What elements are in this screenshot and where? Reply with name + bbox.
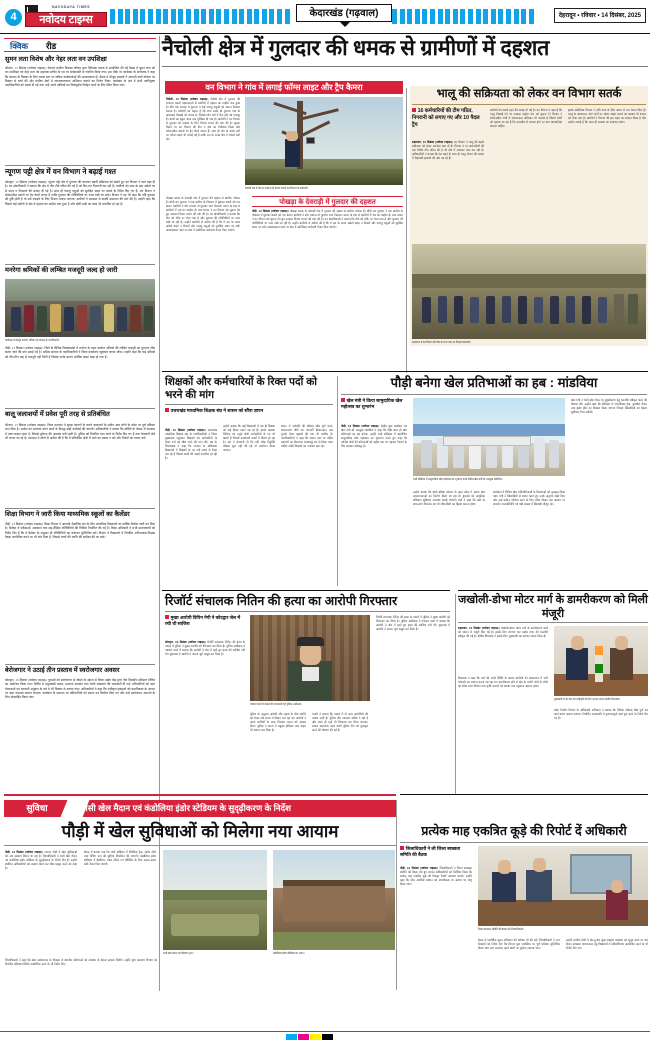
column-rule — [337, 376, 338, 586]
bullet-square-icon — [165, 408, 169, 412]
murder-body-a-text: रिजॉर्ट संचालक नितिन की हत्या के मामले में पुलिस ने मुख्य आरोपी को गिरफ्तार कर लिया है। पुलिस अधीक्षक ने पत्रकार वार्ता में बताया कि आरोपी ने जेल में रहते हुए हत्या की साजिश रची थी। पूछताछ में आरोपी ने अपना जुर्म कबूल कर लिया है। — [165, 640, 245, 657]
divider — [162, 66, 648, 67]
murder-body-b: पुलिस के अनुसार आरोपी और मृतक के बीच संपत्ति को लेकर लंबे समय से विवाद चल रहा था। आरोपी ने अपने साथियों के साथ मिलकर घटना को अंजाम दिया। पुलिस ने घटना में प्रयुक्त हथियार तथा वाहन भी बरामद कर लिया है। — [250, 712, 306, 733]
waste-story-headline[interactable]: प्रत्येक माह एकत्रित कूड़े की रिपोर्ट दें अधिकारी — [421, 824, 627, 838]
road-photo-meeting — [554, 626, 648, 696]
bear-photo-caption: रुद्रप्रयाग में वन विभाग की टीम के साथ गश्त पर निकले कर्मचारी। — [412, 341, 471, 344]
sports-photo-event — [413, 398, 565, 476]
teacher-body-a — [165, 428, 217, 583]
divider — [4, 845, 396, 846]
teacher-story-headline[interactable]: शिक्षकों और कर्मचारियों के रिक्त पदों को भरने की मांग — [165, 376, 317, 401]
facility-photo-ground — [163, 850, 267, 950]
divider — [412, 104, 646, 105]
waste-body-c: उन्होंने ग्रामीण क्षेत्रों में डोर-टू-डोर कूड़ा संग्रहण व्यवस्था को सुदृढ़ करने पर बल दिया। स्वच्छता जागरूकता हेतु विद्यालयों में प्रतियोगिताएं आयोजित करने के भी निर्देश दिए गए। — [566, 938, 648, 951]
bullet-square-icon — [400, 846, 404, 850]
bear-body-left — [412, 140, 484, 240]
facility-body-a-text: जनपद पौड़ी में खेल सुविधाओं को नया आयाम मिलने जा रहा है। जिलाधिकारी ने रांसी खेल मैदान एवं कंडोलिया इंडोर स्टेडियम के सुदृढ़ीकरण के निर्देश दिए हैं। उन्होंने संबंधित अधिकारियों को प्रस्ताव तैयार कर शीघ्र प्रस्तुत करने को कहा है। — [5, 850, 77, 871]
lead-body-text: नैचोली क्षेत्र में गुलदार की लगातार बढ़ती चहलकदमी से ग्रामीणों में दहशत का माहौल बना हुआ है। बीते एक सप्ताह में गुलदार ने कई पालतू पशुओं को अपना निवाला बनाया है। ग्रामीणों का कहना है कि शाम ढलते ही गुलदार गांव के आसपास दिखाई देने लगता है, जिससे लोग घरों में कैद होने को मजबूर हैं। बच्चों का स्कूल जाना तक मुश्किल हो गया है। ग्रामीणों ने वन विभाग से गुलदार को पकड़ने के लिए पिंजरा लगाने की मांग की है। सूचना मिलने पर वन विभाग की टीम ने क्षेत्र का निरीक्षण किया और संवेदनशील स्थानों पर ट्रैप कैमरे लगाए हैं। साथ ही गांव के प्रवेश मार्ग पर फॉग्स लाइट भी लगाई गई है ताकि रात के समय क्षेत्र में रोशनी बनी रहे। — [166, 97, 240, 142]
divider — [5, 165, 155, 166]
waste-body-a — [400, 866, 472, 986]
lead-dateline: नैचोली, 13 दिसंबर (नवोदय टाइम्स)। — [166, 97, 209, 101]
sports-body-b: उन्होंने बताया कि खेलो इंडिया योजना के तहत प्रदेश में अनेक खेल अवसंरचनाओं का निर्माण किया जा रहा है। युवाओं को आधुनिक प्रशिक्षण सुविधाएं उपलब्ध कराई जाएंगी। मंत्री ने कहा कि खेल के साथ-साथ फिटनेस को भी जीवनशैली का हिस्सा बनाना होगा। — [413, 490, 485, 507]
facility-body-c: जिलाधिकारी ने कहा कि खेल अवसंरचना के विकास से स्थानीय प्रतिभाओं को अभ्यास के बेहतर अवसर मिलेंगे। उन्होंने युवा कल्याण विभाग को नियमित प्रशिक्षण शिविर आयोजित करने के भी निर्देश दिए। — [5, 958, 157, 967]
teacher-body-c: ज्ञापन में पदोन्नति की प्रक्रिया शीघ्र पूर्ण करने, स्थानांतरण नीति का पारदर्शी क्रियान्वयन तथा पुरानी पेंशन बहाली की मांग भी शामिल है। पदाधिकारियों ने कहा कि शासन स्तर पर लंबित प्रकरणों का निस्तारण समयबद्ध ढंग से किया जाना चाहिए ताकि शिक्षकों का मनोबल बना रहे। — [281, 424, 333, 449]
quickread-photo-gathering — [5, 279, 155, 337]
quickread-body-3: श्रीनगर, 13 दिसंबर (नवोदय टाइम्स)। जिला प्रशासन ने सुरक्षा कारणों के चलते जलाशयों के समीप आम लोगों के प्रवेश पर पूर्ण प्रतिबंध लगा दिया है। आदेश का उल्लंघन करने वालों के विरुद्ध कड़ी कार्रवाई की जाएगी। अधिकारियों ने बताया कि सर्दियों के मौसम में जलस्तर में उतार-चढ़ाव रहता है, जिससे दुर्घटना की आशंका बनी रहती है। पुलिस को नियमित गश्त करने के निर्देश दिए गए हैं तथा चेतावनी बोर्ड भी लगाए जा रहे हैं। प्रशासन ने लोगों से अपील की है कि वे प्रतिबंधित क्षेत्रों में जाने का प्रयास न करें और नियमों का पालन करें। — [5, 423, 155, 441]
facility-banner-label: सुविधा — [4, 800, 70, 817]
murder-bullet-text: मुख्य आरोपी विपिन नेगी ने कोटद्वार जेल में रची थी साजिश — [165, 615, 241, 626]
cmyk-cyan — [286, 1034, 297, 1040]
sports-dateline: पौड़ी, 13 दिसंबर (नवोदय टाइम्स)। — [341, 424, 380, 428]
sub-story-dateline: पौड़ी, 13 दिसंबर (नवोदय टाइम्स)। — [252, 209, 289, 213]
cmyk-magenta — [298, 1034, 309, 1040]
divider — [400, 842, 648, 843]
murder-body-a — [165, 640, 245, 790]
cmyk-registration-marks — [286, 1034, 333, 1040]
waste-photo-caption: जिला स्वच्छता समिति की बैठक लेते जिलाधिकारी। — [478, 928, 524, 931]
quickread-headline-1[interactable]: न्यूगण पट्टी क्षेत्र में वन विभाग ने बढ़ाई गश्त — [5, 167, 116, 176]
bear-body-right: इसके अतिरिक्त विभाग ने रात्रि गश्त के लिए अलग से दल तैनात किए हैं। भालू के आवागमन वाले मार्गों पर सोलर लाइट लगाने का प्रस्ताव भी शासन को भेजा गया है। ग्रामीणों ने विभाग की इस पहल का स्वागत किया है और उम्मीद जताई है कि जल्द ही समस्या का समाधान होगा। — [568, 108, 646, 125]
stripe-decoration-right — [392, 9, 542, 24]
waste-bullet-text: जिलाधिकारी ने ली जिला स्वच्छता समिति की बैठक — [400, 846, 461, 857]
sports-body-c: कार्यक्रम में विभिन्न खेल प्रतियोगिताओं के विजेताओं को पुरस्कृत किया गया। मंत्री ने खिलाड़ियों से संवाद करते हुए उनके अनुभव साझे किए और उन्हें कठिन परिश्रम करने के लिए प्रेरित किया। इस अवसर पर स्थानीय जनप्रतिनिधि एवं बड़ी संख्या में खिलाड़ी मौजूद रहे। — [493, 490, 565, 507]
quickread-body-0: श्रीनगर, 13 दिसंबर (नवोदय टाइम्स)। नेशनल ग्रामीण विकास परिषद द्वारा नैनीडांडा ब्लाक में आयोजित की गई बैठक में सुमन लता को वन उपशिक्षा एवं नेहर लता को सहायक सचिव के पद पर सर्वसम्मति से चयनित किया गया। इस मौके पर कार्यक्रम के संयोजक ने कहा कि संगठन के विस्तार के लिए ब्लाक स्तर पर सक्रिय कार्यकर्ताओं की आवश्यकता है। बैठक में मौजूद सदस्यों ने आगामी कार्य योजना पर विस्तार से चर्चा की और ग्रामीण क्षेत्रों में जनजागरूकता अभियान चलाने का निर्णय लिया। कार्यक्रम के अंत में सभी नवनियुक्त पदाधिकारियों को बधाई दी गई तथा उन्हें अपने दायित्वों का निष्ठापूर्वक निर्वहन करने के लिए प्रेरित किया गया। — [5, 66, 155, 88]
road-body-a-text: जखोली-डोभा मोटर मार्ग के डामरीकरण कार्य को शासन से मंजूरी मिल गई है। इसके लिए लगभग चार करोड़ रुपए की धनराशि स्वीकृत की गई है। क्षेत्रीय विधायक ने इसके लिए मुख्यमंत्री का आभार व्यक्त किया है। — [458, 626, 548, 639]
road-dateline: रुद्रप्रयाग, 13 दिसंबर (नवोदय टाइम्स)। — [458, 626, 500, 630]
teacher-bullet-text: उत्तराखंड माध्यमिक शिक्षक संघ ने शासन को सौंपा ज्ञापन — [170, 408, 264, 413]
divider — [5, 664, 155, 665]
divider — [458, 622, 648, 623]
road-body-c: लोक निर्माण विभाग के अधिशासी अभियंता ने बताया कि निविदा प्रक्रिया शीघ्र पूर्ण कर कार्य प्रारंभ कराया जाएगा। निर्धारित समयावधि में गुणवत्तापूर्ण कार्य पूरा करने के निर्देश दिए गए हैं। — [554, 708, 648, 721]
column-rule — [396, 800, 397, 990]
quick-read-label-black: रीड — [46, 41, 57, 51]
waste-body-a-text: जिलाधिकारी ने जिला स्वच्छता समिति की बैठक लेते हुए समस्त अधिकारियों को निर्देशित किया कि प्रत्येक माह एकत्रित कूड़े की विस्तृत रिपोर्ट उपलब्ध कराएं। उन्होंने कहा कि ठोस अपशिष्ट प्रबंधन को प्राथमिकता के आधार पर लागू किया जाए। — [400, 866, 472, 887]
bear-bullet-text: 16 कर्मचारियों की टीम गठित, निगरानी को लगाए गए और 10 पैदल ट्रैप — [412, 108, 480, 128]
quick-read-header — [4, 38, 156, 52]
quickread-headline-3[interactable]: बालूू जलाशयों में प्रवेश पूरी तरह से प्रतिबंधित — [5, 411, 110, 418]
waste-body-b: बैठक में प्लास्टिक मुक्त अभियान की समीक्षा भी की गई। जिलाधिकारी ने नगर निकायों को निर्देश दिए कि सिंगल यूज प्लास्टिक पर पूर्ण प्रतिबंध सुनिश्चित किया जाए तथा उल्लंघन करने वालों पर जुर्माना लगाया जाए। — [478, 938, 560, 951]
divider — [5, 408, 155, 409]
road-photo-caption: मुख्यमंत्री से भेंट कर मार्ग स्वीकृति के लिए आभार जताते क्षेत्रीय विधायक। — [554, 698, 621, 701]
murder-photo-caption: पत्रकार वार्ता में मामले की जानकारी देते पुलिस अधीक्षक। — [250, 703, 302, 706]
bullet-square-icon — [341, 398, 345, 402]
sports-body-a — [341, 424, 407, 584]
waste-dateline: पौड़ी, 13 दिसंबर (नवोदय टाइम्स)। — [400, 866, 439, 870]
divider — [5, 508, 155, 509]
stripe-decoration-left — [110, 9, 300, 24]
quickread-headline-2[interactable]: मनरेगा श्रमिकों की लम्बित मजदूरी जल्द हो जारी — [5, 267, 118, 274]
facility-caption-left: रांसी खेल मैदान का विहंगम दृश्य। — [163, 952, 194, 955]
divider — [5, 264, 155, 265]
masthead — [0, 0, 650, 34]
sports-bullet-text: खेल मंत्री ने किया सामुदायिक खेल महोत्सव का शुभारंभ — [341, 398, 403, 409]
facility-banner-text: रांसी खेल मैदान एवं कंडोलिया इंडोर स्टेडियम के सुदृढ़ीकरण के निर्देश — [82, 803, 291, 813]
divider — [165, 611, 450, 612]
divider — [162, 371, 648, 372]
bear-photo-patrol — [412, 244, 646, 339]
quickread-body-5: कोटद्वार, 13 दिसंबर (नवोदय टाइम्स)। युवाओं को स्वरोजगार से जोड़ने के उद्देश्य से जिला उद्योग केंद्र द्वारा तीन दिवसीय प्रशिक्षण शिविर का आयोजन किया गया। शिविर में मधुमक्खी पालन, मशरूम उत्पादन तथा डेयरी व्यवसाय की जानकारी दी गई। प्रतिभागियों को ऋण योजनाओं एवं सरकारी अनुदान के बारे में भी विस्तार से बताया गया। अधिकारियों ने कहा कि पंजीकृत इकाइयों को प्राथमिकता के आधार पर ऋण उपलब्ध कराया जाएगा। कार्यक्रम के समापन पर प्रतिभागियों को प्रमाण पत्र वितरित किए गए और उन्हें स्वरोजगार अपनाने के लिए प्रोत्साहित किया गया। — [5, 678, 155, 700]
teacher-body-b: उन्होंने बताया कि कई विद्यालयों में एक ही शिक्षक को कई विषय पढ़ाने पड़ रहे हैं। इसके अलावा लिपिक एवं चतुर्थ श्रेणी कर्मचारियों के पद भी खाली हैं जिससे कार्यालयी कार्यों में विलंब हो रहा है। संघ ने चेतावनी दी कि यदि शीघ्र नियुक्ति प्रक्रिया शुरू नहीं की गई तो आंदोलन किया जाएगा। — [223, 424, 275, 453]
page-number-badge: 4 — [5, 9, 22, 26]
cmyk-black — [322, 1034, 333, 1040]
murder-story-bullets — [165, 615, 245, 627]
quickread-headline-5[interactable]: बेरोजगार ने उठाई तीन प्रस्ताव में स्वरोजगार अवसर — [5, 667, 120, 674]
facility-story-headline[interactable]: पौड़ी में खेल सुविधाओं को मिलेगा नया आयाम — [61, 822, 339, 841]
sports-story-headline[interactable]: पौड़ी बनेगा खेल प्रतिभाओं का हब : मांडविया — [390, 375, 598, 390]
sub-story-text: पोखड़ा ब्लाक के देवराड़ी गांव में गुलदार की दहशत से ग्रामीण परेशान हैं। बीती रात गुलदार ने एक ग्रामीण के गौशाला में घुसकर बकरी को मार डाला। ग्रामीणों ने शोर मचाया तो गुलदार भाग निकला। घटना के बाद से ग्रामीणों में भय का माहौल है। ग्राम प्रधान ने वन विभाग को सूचना देते हुए तत्काल पिंजरा लगाने की मांग की है। वन क्षेत्राधिकारी ने बताया कि टीम को मौके पर भेजा गया है और गुलदार की गतिविधियों पर नजर रखी जा रही है। उन्होंने ग्रामीणों से अपील की है कि वे रात के समय अकेले बाहर न निकलें और पालतू पशुओं को सुरक्षित स्थान पर रखें। आवश्यकता पड़ने पर क्षेत्र में अतिरिक्त कर्मचारी तैनात किए जाएंगे। — [252, 209, 403, 230]
quickread-headline-4[interactable]: शिक्षा विभाग ने जारी किया माध्यमिक स्कूलों का कैलेंडर — [5, 511, 130, 518]
divider — [165, 404, 333, 405]
road-story-headline[interactable]: जखोली-डोभा मोटर मार्ग के डामरीकरण को मिली मंजूरी — [458, 594, 648, 620]
road-body-a — [458, 626, 548, 672]
murder-body-c: एसपी ने बताया कि मामले में दो अन्य आरोपियों की तलाश जारी है। पुलिस टीम लगातार दबिश दे रही है और जल्द ही उन्हें भी गिरफ्तार कर लिया जाएगा। सफल अनावरण करने वाली पुलिस टीम को पुरस्कृत करने की घोषणा की गई है। — [312, 712, 368, 733]
bullet-square-icon — [165, 615, 169, 619]
sports-photo-caption: रांसी स्टेडियम में सामुदायिक खेल महोत्सव का शुभारंभ करते केंद्रीय खेल मंत्री डॉ. मनसुख मांडविया। — [413, 478, 503, 481]
waste-story-bullets — [400, 846, 472, 858]
sub-story-body — [252, 209, 403, 339]
divider — [341, 394, 647, 395]
divider — [4, 794, 396, 796]
teacher-story-bullets — [165, 408, 333, 414]
quick-read-label-blue: क्विक — [10, 41, 29, 51]
bear-story-headline[interactable]: भालू की सक्रियता को लेकर वन विभाग सतर्क — [436, 88, 622, 100]
facility-body-b: बैठक में बताया गया कि रांसी स्टेडियम में सिंथेटिक ट्रैक, दर्शक दीर्घा तथा चेंजिंग रूम की सुविधा विकसित की जाएगी। कंडोलिया इंडोर स्टेडियम में बैडमिंटन, टेबल टेनिस एवं बॉक्सिंग के लिए अलग-अलग कोर्ट तैयार किए जाएंगे। — [84, 850, 156, 867]
murder-body-d: रिजॉर्ट संचालक नितिन की हत्या के मामले में पुलिस ने मुख्य आरोपी को गिरफ्तार कर लिया है। पुलिस अधीक्षक ने पत्रकार वार्ता में बताया कि आरोपी ने जेल में रहते हुए हत्या की साजिश रची थी। पूछताछ में आरोपी ने अपना जुर्म कबूल कर लिया है। — [376, 615, 450, 632]
facility-caption-right: कंडोलिया इंडोर स्टेडियम का भवन। — [273, 952, 305, 955]
quickread-body-2: पौड़ी, 13 दिसंबर (नवोदय टाइम्स)। जिले के विभिन्न विकासखंडों में मनरेगा के तहत कार्यरत श्रमिकों की लम्बित मजदूरी का भुगतान शीघ्र कराए जाने की मांग उठाई गई है। श्रमिक संगठन के पदाधिकारियों ने जिला कार्यालय पहुंचकर ज्ञापन सौंपा। उन्होंने कहा कि कई श्रमिकों को तीन-तीन माह से मजदूरी नहीं मिली है जिससे उनके सामने आर्थिक संकट खड़ा हो गया है। — [5, 346, 155, 359]
murder-photo-sp — [250, 615, 370, 701]
facility-banner — [4, 800, 396, 817]
divider — [400, 794, 648, 795]
lead-photo-trap-camera — [245, 97, 403, 185]
logo-supertext: NAVODAYA TIMES — [52, 5, 91, 9]
lead-photo-caption: नैचोली क्षेत्र में पेड़ पर चढ़कर ट्रैप कैमरा लगाते वन विभाग के कर्मचारी। — [245, 187, 309, 190]
quickread-body-4: पौड़ी, 13 दिसंबर (नवोदय टाइम्स)। शिक्षा विभाग ने आगामी शैक्षणिक सत्र के लिए माध्यमिक विद्यालयों का वार्षिक कैलेंडर जारी कर दिया है। कैलेंडर में परीक्षाओं, अवकाश तथा सह-शैक्षिक गतिविधियों की तिथियां निर्धारित की गई हैं। शिक्षा अधिकारी ने सभी प्रधानाचार्यों को निर्देश दिए हैं कि वे कैलेंडर के अनुसार ही गतिविधियों का संचालन सुनिश्चित करें। विभाग ने विद्यालयों में नियमित अभिभावक-शिक्षक बैठक आयोजित करने पर भी जोर दिया है, जिससे बच्चों की प्रगति की समीक्षा की जा सके। — [5, 522, 155, 540]
quickread-caption-2: कार्यक्रम में मौजूद मनरेगा श्रमिक एवं संगठन के पदाधिकारी। — [5, 339, 60, 342]
bear-body-left-text: वन विभाग ने भालू की बढ़ती सक्रियता को लेकर सतर्कता बढ़ा दी है। विभाग ने 16 कर्मचारियों की एक विशेष टीम गठित की है जो क्षेत्र में लगातार गश्त कर रही है। अधिकारियों ने बताया कि ठंड बढ़ने के साथ ही भालू भोजन की तलाश में रिहायशी इलाकों की ओर आ रहे हैं। — [412, 140, 484, 161]
column-rule — [406, 88, 407, 373]
bear-dateline: रुद्रप्रयाग, 13 दिसंबर (नवोदय टाइम्स)। — [412, 140, 453, 144]
lead-headline[interactable]: नैचोली क्षेत्र में गुलदार की धमक से ग्रामीणों में दहशत — [162, 36, 550, 60]
divider — [162, 590, 450, 591]
lead-red-banner: वन विभाग ने गांव में लगाई फॉग्स लाइट और ट्रैप कैमरा — [165, 81, 403, 94]
murder-story-headline[interactable]: रिजॉर्ट संचालक नितिन की हत्या का आरोपी गिरफ्तार — [165, 594, 398, 608]
logo-name: नवोदय टाइम्स — [25, 12, 107, 27]
sports-story-bullets — [341, 398, 407, 410]
divider — [458, 590, 648, 591]
waste-photo-meeting — [478, 846, 648, 926]
road-body-b: विधायक ने कहा कि मार्ग की जर्जर स्थिति के कारण ग्रामीणों को आवागमन में भारी परेशानी का सामना करना पड़ रहा था। डामरीकरण होने से क्षेत्र के दर्जनों गांवों के लोगों को सीधा लाभ मिलेगा तथा कृषि उत्पादों को बाजार तक पहुंचाना आसान होगा। — [458, 676, 548, 689]
bullet-square-icon — [412, 108, 416, 112]
cmyk-yellow — [310, 1034, 321, 1040]
column-rule — [159, 36, 160, 991]
bear-story-bullets — [412, 108, 484, 129]
dateline: देहरादून • रविवार • 14 दिसंबर, 2025 — [554, 8, 646, 23]
footer-rule — [0, 1031, 650, 1032]
edition-tag: केदारखंड (गढ़वाल) — [296, 4, 392, 22]
bear-body-mid: ग्रामीणों को सतर्क रहने की सलाह दी गई है। वन विभाग ने कहा है कि भालू दिखाई देने पर तत्काल कंट्रोल रूम को सूचना दें। विभाग ने संवेदनशील गांवों में जागरूकता अभियान भी चलाया है जिसमें लोगों को बताया जा रहा है कि वन्यजीव से सामना होने पर क्या सावधानियां बरतनी चाहिए। — [490, 108, 562, 129]
publication-logo[interactable] — [25, 5, 107, 29]
lead-body-col1 — [166, 97, 240, 194]
sports-body-d: खेल मंत्री ने रांसी खेल मैदान के सुदृढ़ीकरण हेतु धनराशि स्वीकृत करने की घोषणा की। उन्होंने कहा कि स्टेडियम में एथलेटिक्स ट्रैक, फुटबॉल मैदान तथा इंडोर हॉल का विकास किया जाएगा जिससे खिलाड़ियों को बेहतर सुविधाएं मिल सकेंगी। — [571, 398, 647, 415]
murder-dateline: कोटद्वार, 13 दिसंबर (नवोदय टाइम्स)। — [165, 640, 206, 644]
facility-photo-stadium — [273, 850, 395, 950]
teacher-dateline: पौड़ी, 13 दिसंबर (नवोदय टाइम्स)। — [165, 428, 206, 432]
sub-story-headline[interactable]: पोखड़ा के देवराड़ी में गुलदार की दहशत — [252, 196, 403, 207]
facility-dateline: पौड़ी, 13 दिसंबर (नवोदय टाइम्स)। — [5, 850, 43, 854]
quickread-body-1: कोटद्वार, 13 दिसंबर (नवोदय टाइम्स)। न्यूगण पट्टी क्षेत्र में गुलदार की लगातार बढ़ती सक्रियता को देखते हुए वन विभाग ने गश्त बढ़ा दी है। वन क्षेत्राधिकारी ने बताया कि क्षेत्र में तीन टीमें गठित की गई हैं जो दिन-रात निगरानी कर रही हैं। ग्रामीणों को शाम के बाद अकेले घर से बाहर न निकलने की सलाह दी गई है। साथ ही पालतू पशुओं को सुरक्षित स्थान पर बांधने के निर्देश दिए गए हैं। वन विभाग ने संवेदनशील स्थानों पर ट्रैप कैमरे लगाए हैं ताकि गुलदार की गतिविधियों पर नजर रखी जा सके। विभाग ने यह भी कहा कि यदि गुलदार की पुष्टि होती है तो उसे पकड़ने के लिए पिंजरा लगाया जाएगा। ग्रामीणों ने प्रशासन से स्थायी समाधान की मांग की है। उन्होंने कहा कि पिछले कई महीनों से क्षेत्र में दहशत का माहौल बना हुआ है और खेती-बाड़ी का काम भी प्रभावित हो रहा है। — [5, 180, 155, 206]
sports-body-a-text: केंद्रीय युवा कार्यक्रम एवं खेल मंत्री डॉ. मनसुख मांडविया ने कहा कि पौड़ी जल्द ही खेल प्रतिभाओं का हब बनेगा। उन्होंने रांसी स्टेडियम में आयोजित सामुदायिक खेल महोत्सव का शुभारंभ करते हुए कहा कि पर्वतीय क्षेत्रों की प्रतिभाओं को राष्ट्रीय स्तर पर पहचान दिलाने के लिए सरकार प्रतिबद्ध है। — [341, 424, 407, 449]
teacher-body-a-text: उत्तराखंड माध्यमिक शिक्षक संघ के पदाधिकारियों ने जिला मुख्यालय पहुंचकर शिक्षकों एवं कर्मचारियों के रिक्त पदों को शीघ्र भरने की मांग की। संघ के जिलाध्यक्ष ने कहा कि जनपद के अधिकांश विद्यालयों में शिक्षकों के पद लंबे समय से रिक्त चल रहे हैं जिससे छात्रों की पढ़ाई प्रभावित हो रही है। — [165, 428, 217, 461]
quickread-headline-0[interactable]: सुमन लता विशेष और नेहर लता वन उपशिक्षा — [5, 56, 107, 63]
lead-body-col2: पोखड़ा ब्लाक के देवराड़ी गांव में गुलदार की दहशत से ग्रामीण परेशान हैं। बीती रात गुलदार ने एक ग्रामीण के गौशाला में घुसकर बकरी को मार डाला। ग्रामीणों ने शोर मचाया तो गुलदार भाग निकला। घटना के बाद से ग्रामीणों में भय का माहौल है। ग्राम प्रधान ने वन विभाग को सूचना देते हुए तत्काल पिंजरा लगाने की मांग की है। वन क्षेत्राधिकारी ने बताया कि टीम को मौके पर भेजा गया है और गुलदार की गतिविधियों पर नजर रखी जा रही है। उन्होंने ग्रामीणों से अपील की है कि वे रात के समय अकेले बाहर न निकलें और पालतू पशुओं को सुरक्षित स्थान पर रखें। आवश्यकता पड़ने पर क्षेत्र में अतिरिक्त कर्मचारी तैनात किए जाएंगे। — [166, 196, 240, 233]
column-rule — [455, 594, 456, 794]
